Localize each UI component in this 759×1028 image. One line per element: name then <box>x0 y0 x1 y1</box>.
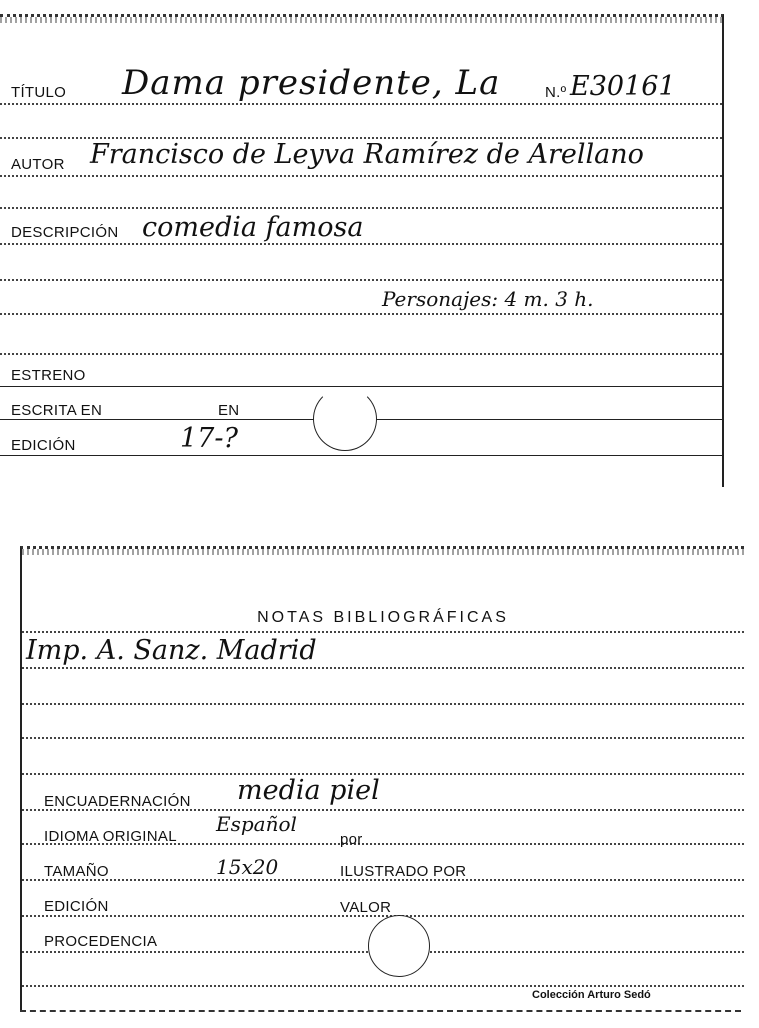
valor-label: VALOR <box>340 899 392 916</box>
autor-value: Francisco de Leyva Ramírez de Arellano <box>90 139 644 170</box>
line-notas-5 <box>22 773 744 775</box>
line-notas-1 <box>22 631 744 633</box>
ilustrado-label: ILUSTRADO POR <box>340 863 467 880</box>
en-label: EN <box>218 402 240 419</box>
collection-credit: Colección Arturo Sedó <box>532 989 651 1001</box>
tamano-label: TAMAÑO <box>44 863 109 880</box>
line-edicion <box>0 455 722 456</box>
line-personajes <box>0 313 722 315</box>
idioma-value: Español <box>216 812 297 836</box>
estreno-label: ESTRENO <box>11 367 86 384</box>
line-notas-4 <box>22 737 744 739</box>
descripcion-value: comedia famosa <box>142 212 364 243</box>
procedencia-label: PROCEDENCIA <box>44 933 158 950</box>
line-blank-3 <box>0 279 722 281</box>
line-notas-2 <box>22 667 744 669</box>
descripcion-label: DESCRIPCIÓN <box>11 224 119 241</box>
encuadernacion-value: media piel <box>237 775 380 806</box>
titulo-label: TÍTULO <box>11 84 67 101</box>
numero-label: N.º <box>545 84 567 101</box>
escrita-en-label: ESCRITA EN <box>11 402 103 419</box>
card-top-edge-texture <box>0 17 722 23</box>
autor-label: AUTOR <box>11 156 65 173</box>
line-credit <box>22 985 744 987</box>
punch-hole-bottom <box>368 915 430 977</box>
line-titulo <box>0 103 722 105</box>
punch-hole-top <box>313 387 377 451</box>
edicion-b-label: EDICIÓN <box>44 898 109 915</box>
edicion-label: EDICIÓN <box>11 437 76 454</box>
tamano-value: 15x20 <box>216 855 279 879</box>
nota-value: Imp. A. Sanz. Madrid <box>26 635 317 666</box>
catalog-card-top <box>0 14 724 487</box>
titulo-value: Dama presidente, La <box>122 63 501 103</box>
line-autor <box>0 175 722 177</box>
line-descripcion <box>0 243 722 245</box>
card-bottom-edge <box>20 1010 741 1012</box>
edicion-value: 17-? <box>180 423 238 454</box>
line-blank-2 <box>0 207 722 209</box>
encuadernacion-label: ENCUADERNACIÓN <box>44 793 191 810</box>
line-estreno <box>0 386 722 387</box>
numero-value: E30161 <box>570 71 676 102</box>
card-bottom-edge-texture <box>22 549 744 555</box>
por-label: por <box>340 831 363 848</box>
catalog-card-bottom <box>20 546 744 1011</box>
line-notas-3 <box>22 703 744 705</box>
line-blank-4 <box>0 353 722 355</box>
idioma-label: IDIOMA ORIGINAL <box>44 828 177 845</box>
personajes-value: Personajes: 4 m. 3 h. <box>382 287 594 311</box>
notas-heading: NOTAS BIBLIOGRÁFICAS <box>257 609 509 626</box>
